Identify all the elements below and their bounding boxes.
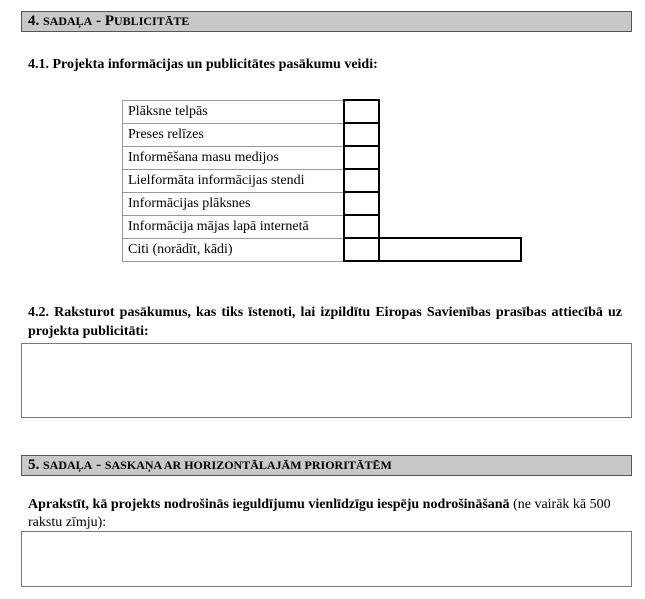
measure-checkbox[interactable] — [344, 238, 379, 261]
section-4-title-rest: UBLICITĀTE — [114, 14, 190, 28]
question-5 — [28, 496, 622, 532]
section-5-number: 5. — [28, 457, 40, 473]
publicity-description-field[interactable] — [21, 343, 632, 418]
equal-opportunities-field[interactable] — [21, 531, 632, 587]
other-specify-field[interactable] — [379, 238, 521, 261]
publicity-measures-table — [122, 99, 522, 262]
section-4-sadala: SADAĻA — [43, 14, 93, 28]
empty-cell — [379, 146, 521, 169]
measure-label: Informēšana masu medijos — [123, 146, 344, 169]
measure-row — [123, 123, 521, 146]
empty-cell — [379, 100, 521, 123]
section-5-header — [21, 455, 632, 476]
measure-row — [123, 192, 521, 215]
section-5-sadala: SADAĻA — [43, 458, 93, 472]
measure-label: Informācija mājas lapā internetā — [123, 215, 344, 238]
measure-row — [123, 215, 521, 238]
measure-row — [123, 146, 521, 169]
measure-checkbox[interactable] — [344, 215, 379, 238]
section-4-dash: - — [92, 13, 105, 29]
measure-checkbox[interactable] — [344, 169, 379, 192]
section-4-title-first: P — [104, 13, 115, 29]
section-4-header — [21, 11, 632, 32]
measure-label: Plāksne telpās — [123, 100, 344, 123]
measure-label: Lielformāta informācijas stendi — [123, 169, 344, 192]
measure-label: Informācijas plāksnes — [123, 192, 344, 215]
question-5-bold: Aprakstīt, kā projekts nodrošinās ieguldījumu vienlīdzīgu iespēju nodrošināšanā — [28, 497, 510, 512]
section-5-dash: - — [92, 457, 105, 473]
question-4-1: 4.1. Projekta informācijas un publicitātes pasākumu veidi: — [28, 57, 378, 72]
measure-row — [123, 169, 521, 192]
empty-cell — [379, 169, 521, 192]
measure-checkbox[interactable] — [344, 100, 379, 123]
empty-cell — [379, 215, 521, 238]
section-4-number: 4. — [28, 13, 40, 29]
measure-label: Preses relīzes — [123, 123, 344, 146]
question-5-normal: (ne vairāk kā 500 rakstu zīmju): — [28, 497, 611, 530]
measure-label: Citi (norādīt, kādi) — [123, 238, 344, 261]
empty-cell — [379, 123, 521, 146]
empty-cell — [379, 192, 521, 215]
question-4-2: 4.2. Raksturot pasākumus, kas tiks īstenoti, lai izpildītu Eiropas Savienības prasības attiecībā uz projekta publicitāti: — [28, 305, 622, 339]
measure-checkbox[interactable] — [344, 123, 379, 146]
measure-checkbox[interactable] — [344, 192, 379, 215]
section-5-title: SASKAŅA AR HORIZONTĀLAJĀM PRIORITĀTĒM — [104, 458, 392, 472]
measure-row — [123, 100, 521, 123]
measure-checkbox[interactable] — [344, 146, 379, 169]
measure-row — [123, 238, 521, 261]
